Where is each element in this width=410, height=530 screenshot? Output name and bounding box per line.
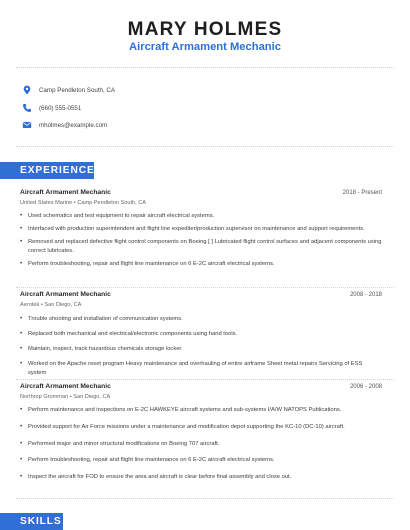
job-bullet: • Perform troubleshooting, repair and flight line maintenance on 6 E-2C aircraft electrical systems. bbox=[20, 456, 382, 465]
job-bullets bbox=[20, 212, 382, 268]
header-divider bbox=[16, 67, 394, 68]
email-text[interactable]: mholmes@example.com bbox=[39, 121, 108, 129]
candidate-name: MARY HOLMES bbox=[127, 19, 283, 40]
contact-phone bbox=[22, 101, 81, 115]
job-entry bbox=[20, 189, 382, 268]
location-pin-icon bbox=[22, 85, 32, 95]
job-bullet: • Interfaced with production superintendent and flight line expediter/production supervisor on maintenance and support requirements. bbox=[20, 225, 382, 234]
job-dates: 2008 - 2018 bbox=[349, 292, 382, 298]
contact-email bbox=[22, 118, 107, 132]
section-header-experience bbox=[0, 162, 94, 179]
job-org: Aerotek bbox=[20, 302, 40, 308]
phone-text[interactable]: (660) 555-0551 bbox=[39, 104, 82, 112]
job-bullet: • Replaced both mechanical and electrical/electronic components using hand tools. bbox=[20, 330, 382, 339]
job-title: Aircraft Armament Mechanic bbox=[20, 291, 111, 298]
job-location: San Diego, CA bbox=[44, 302, 82, 308]
job-bullet: • Inspect the aircraft for FOD to ensure the area and aircraft is clear before final assembly and close out. bbox=[20, 473, 382, 482]
job-org: United States Marine bbox=[20, 200, 73, 206]
job-org-line: United States Marine • Camp Pendleton South, CA bbox=[20, 200, 147, 206]
candidate-role: Aircraft Armament Mechanic bbox=[129, 41, 281, 53]
job-bullets bbox=[20, 315, 382, 377]
job-org: Northrop Grumman bbox=[20, 394, 69, 400]
phone-icon bbox=[22, 103, 32, 113]
experience-title: EXPERIENCE bbox=[20, 165, 95, 176]
job-bullets bbox=[20, 406, 382, 482]
job-divider bbox=[16, 379, 394, 380]
job-bullet: • Trouble shooting and installation of communication systems. bbox=[20, 315, 382, 324]
job-dates: 2018 - Present bbox=[342, 190, 382, 196]
location-text: Camp Pendleton South, CA bbox=[39, 86, 116, 94]
contact-divider bbox=[16, 146, 394, 147]
job-title: Aircraft Armament Mechanic bbox=[20, 383, 111, 390]
job-bullet: • Provided support for Air Force missions under a maintenance and modification depot supporting the KC-10 (DC-10) aircraft. bbox=[20, 423, 382, 432]
skills-title: SKILLS bbox=[20, 516, 62, 527]
job-bullet: • Removed and replaced defective flight control components on Boeing [ ] Lubricated flight control surfaces and adjacent components using correct lubricates. bbox=[20, 238, 382, 255]
job-location: San Diego, CA bbox=[73, 394, 111, 400]
job-dates: 2006 - 2008 bbox=[349, 384, 382, 390]
job-bullet: • Worked on the Apache reset program Heavy maintenance and overhauling of entire airframe Sheet metal repairs Servicing of ESS system bbox=[20, 360, 382, 377]
job-divider bbox=[16, 287, 394, 288]
section-divider bbox=[16, 498, 394, 499]
job-entry bbox=[20, 383, 382, 482]
job-entry bbox=[20, 291, 382, 377]
job-location: Camp Pendleton South, CA bbox=[77, 200, 147, 206]
job-bullet: • Used schematics and test equipment to repair aircraft electrical systems. bbox=[20, 212, 382, 221]
job-bullet: • Maintain, inspect, track hazardous chemicals storage locker. bbox=[20, 345, 382, 354]
contact-location bbox=[22, 83, 115, 97]
email-icon bbox=[22, 120, 32, 130]
job-bullet: • Perform troubleshooting, repair and flight line maintenance on 6 E-2C aircraft electrical systems. bbox=[20, 260, 382, 269]
job-bullet: • Perform maintenance and inspections on E-2C HAWKEYE aircraft systems and sub-systems I/A/W NATOPS Publications. bbox=[20, 406, 382, 415]
job-bullet: • Performed major and minor structural modifications on Boeing 707 aircraft. bbox=[20, 440, 382, 449]
job-org-line: Aerotek • San Diego, CA bbox=[20, 302, 82, 308]
job-title: Aircraft Armament Mechanic bbox=[20, 189, 111, 196]
section-header-skills bbox=[0, 513, 63, 530]
job-org-line: Northrop Grumman • San Diego, CA bbox=[20, 394, 111, 400]
